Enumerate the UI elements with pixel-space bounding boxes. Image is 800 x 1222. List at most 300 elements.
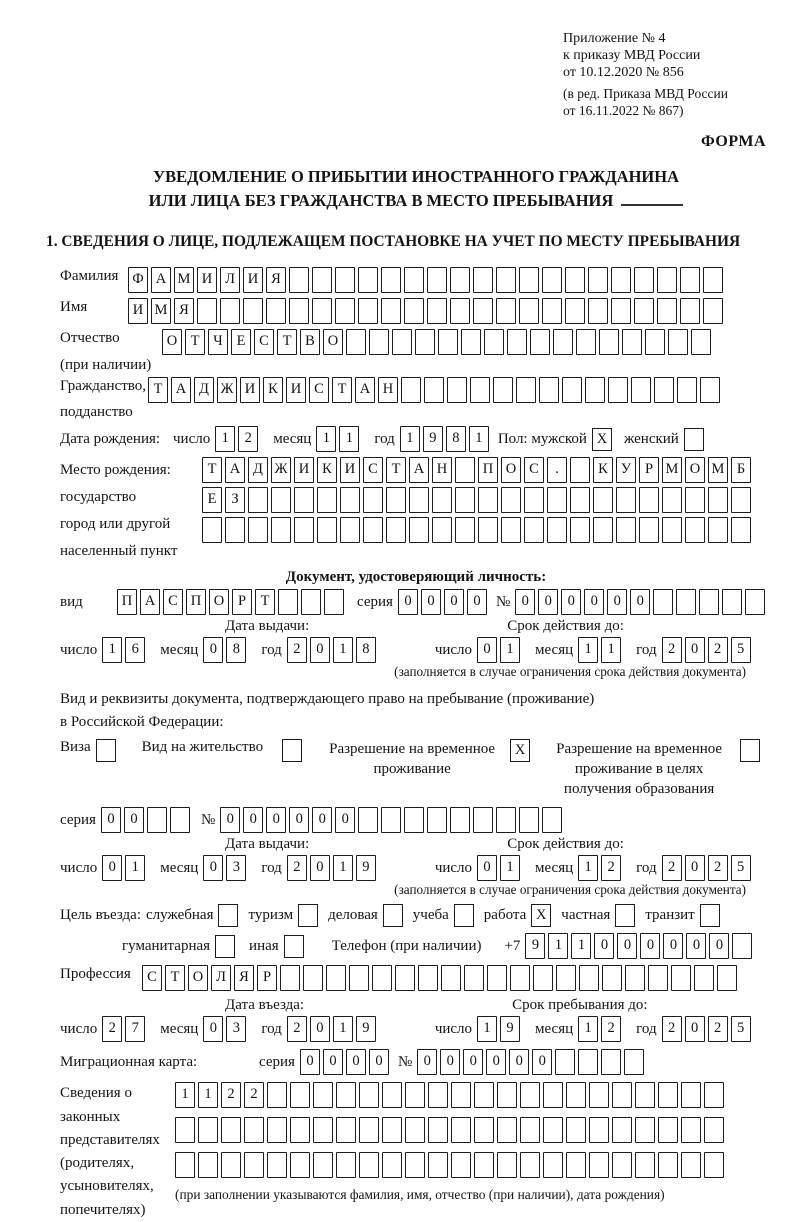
char-box[interactable]: [708, 517, 728, 543]
char-box[interactable]: [381, 298, 401, 324]
char-box[interactable]: И: [294, 457, 314, 483]
char-box[interactable]: А: [225, 457, 245, 483]
char-box[interactable]: [340, 517, 360, 543]
char-box[interactable]: 2: [287, 1016, 307, 1042]
char-box[interactable]: [441, 965, 461, 991]
char-box[interactable]: 0: [440, 1049, 460, 1075]
char-box[interactable]: [593, 517, 613, 543]
char-box[interactable]: [671, 965, 691, 991]
char-box[interactable]: [635, 1082, 655, 1108]
char-box[interactable]: [267, 1152, 287, 1178]
char-box[interactable]: [202, 517, 222, 543]
char-box[interactable]: [497, 1082, 517, 1108]
char-box[interactable]: [645, 329, 665, 355]
char-box[interactable]: [432, 487, 452, 513]
char-box[interactable]: 0: [203, 637, 223, 663]
char-box[interactable]: [566, 1117, 586, 1143]
char-box[interactable]: Ф: [128, 267, 148, 293]
char-box[interactable]: [585, 377, 605, 403]
char-box[interactable]: [704, 1082, 724, 1108]
char-box[interactable]: 0: [561, 589, 581, 615]
char-box[interactable]: Ч: [208, 329, 228, 355]
char-box[interactable]: [369, 329, 389, 355]
char-box[interactable]: [175, 1117, 195, 1143]
char-box[interactable]: 0: [594, 933, 614, 959]
char-box[interactable]: И: [197, 267, 217, 293]
char-box[interactable]: Т: [277, 329, 297, 355]
char-box[interactable]: [474, 1152, 494, 1178]
char-box[interactable]: [404, 267, 424, 293]
char-box[interactable]: Р: [232, 589, 252, 615]
char-box[interactable]: Л: [220, 267, 240, 293]
char-box[interactable]: М: [174, 267, 194, 293]
char-box[interactable]: [382, 1082, 402, 1108]
char-box[interactable]: [294, 517, 314, 543]
char-box[interactable]: [267, 1117, 287, 1143]
char-box[interactable]: 0: [310, 855, 330, 881]
char-box[interactable]: [395, 965, 415, 991]
char-box[interactable]: Л: [211, 965, 231, 991]
char-box[interactable]: [473, 298, 493, 324]
char-box[interactable]: С: [254, 329, 274, 355]
char-box[interactable]: 9: [500, 1016, 520, 1042]
char-box[interactable]: [722, 589, 742, 615]
char-box[interactable]: [631, 377, 651, 403]
char-box[interactable]: 0: [477, 855, 497, 881]
char-box[interactable]: [428, 1152, 448, 1178]
char-box[interactable]: 1: [571, 933, 591, 959]
char-box[interactable]: [470, 377, 490, 403]
char-box[interactable]: [681, 1152, 701, 1178]
char-box[interactable]: [451, 1152, 471, 1178]
char-box[interactable]: К: [263, 377, 283, 403]
purpose-other-checkbox[interactable]: [284, 935, 304, 958]
char-box[interactable]: 1: [102, 637, 122, 663]
char-box[interactable]: Т: [386, 457, 406, 483]
char-box[interactable]: И: [240, 377, 260, 403]
char-box[interactable]: [290, 1152, 310, 1178]
char-box[interactable]: [405, 1117, 425, 1143]
char-box[interactable]: 0: [417, 1049, 437, 1075]
char-box[interactable]: 0: [686, 933, 706, 959]
char-box[interactable]: [427, 807, 447, 833]
char-box[interactable]: [599, 329, 619, 355]
char-box[interactable]: [405, 1152, 425, 1178]
char-box[interactable]: 0: [101, 807, 121, 833]
char-box[interactable]: [547, 487, 567, 513]
char-box[interactable]: С: [524, 457, 544, 483]
char-box[interactable]: [244, 1117, 264, 1143]
purpose-official-checkbox[interactable]: [218, 904, 238, 927]
char-box[interactable]: [662, 517, 682, 543]
char-box[interactable]: 1: [500, 855, 520, 881]
char-box[interactable]: [461, 329, 481, 355]
char-box[interactable]: [497, 1117, 517, 1143]
char-box[interactable]: Ж: [217, 377, 237, 403]
char-box[interactable]: [349, 965, 369, 991]
char-box[interactable]: [608, 377, 628, 403]
char-box[interactable]: Я: [266, 267, 286, 293]
char-box[interactable]: [289, 298, 309, 324]
char-box[interactable]: 3: [226, 855, 246, 881]
char-box[interactable]: 2: [287, 855, 307, 881]
char-box[interactable]: [474, 1117, 494, 1143]
char-box[interactable]: [386, 517, 406, 543]
char-box[interactable]: [612, 1152, 632, 1178]
char-box[interactable]: Т: [148, 377, 168, 403]
char-box[interactable]: [198, 1152, 218, 1178]
char-box[interactable]: [326, 965, 346, 991]
char-box[interactable]: 2: [662, 855, 682, 881]
char-box[interactable]: [612, 1117, 632, 1143]
char-box[interactable]: [392, 329, 412, 355]
char-box[interactable]: [539, 377, 559, 403]
purpose-business-checkbox[interactable]: [383, 904, 403, 927]
char-box[interactable]: 1: [333, 855, 353, 881]
char-box[interactable]: С: [363, 457, 383, 483]
char-box[interactable]: 0: [685, 1016, 705, 1042]
char-box[interactable]: 0: [203, 855, 223, 881]
char-box[interactable]: 2: [238, 426, 258, 452]
char-box[interactable]: 0: [607, 589, 627, 615]
char-box[interactable]: 0: [300, 1049, 320, 1075]
char-box[interactable]: [635, 1117, 655, 1143]
char-box[interactable]: С: [142, 965, 162, 991]
char-box[interactable]: [428, 1082, 448, 1108]
char-box[interactable]: 9: [356, 1016, 376, 1042]
char-box[interactable]: 0: [102, 855, 122, 881]
char-box[interactable]: [409, 487, 429, 513]
char-box[interactable]: 0: [346, 1049, 366, 1075]
char-box[interactable]: [519, 267, 539, 293]
char-box[interactable]: О: [501, 457, 521, 483]
char-box[interactable]: [363, 487, 383, 513]
char-box[interactable]: [658, 1117, 678, 1143]
char-box[interactable]: [570, 457, 590, 483]
char-box[interactable]: [455, 487, 475, 513]
char-box[interactable]: 0: [617, 933, 637, 959]
char-box[interactable]: 0: [477, 637, 497, 663]
char-box[interactable]: 1: [578, 637, 598, 663]
char-box[interactable]: [685, 517, 705, 543]
char-box[interactable]: [278, 589, 298, 615]
char-box[interactable]: [363, 517, 383, 543]
char-box[interactable]: 0: [310, 1016, 330, 1042]
char-box[interactable]: [381, 267, 401, 293]
char-box[interactable]: [680, 267, 700, 293]
char-box[interactable]: [634, 267, 654, 293]
char-box[interactable]: [496, 298, 516, 324]
char-box[interactable]: [520, 1082, 540, 1108]
char-box[interactable]: [358, 807, 378, 833]
char-box[interactable]: [662, 487, 682, 513]
purpose-tourism-checkbox[interactable]: [298, 904, 318, 927]
char-box[interactable]: З: [225, 487, 245, 513]
char-box[interactable]: А: [140, 589, 160, 615]
char-box[interactable]: 5: [731, 637, 751, 663]
char-box[interactable]: [303, 965, 323, 991]
char-box[interactable]: [562, 377, 582, 403]
char-box[interactable]: [685, 487, 705, 513]
char-box[interactable]: [225, 517, 245, 543]
char-box[interactable]: 0: [398, 589, 418, 615]
char-box[interactable]: [147, 807, 167, 833]
char-box[interactable]: 2: [244, 1082, 264, 1108]
char-box[interactable]: [313, 1082, 333, 1108]
char-box[interactable]: [450, 807, 470, 833]
char-box[interactable]: 0: [323, 1049, 343, 1075]
char-box[interactable]: [681, 1117, 701, 1143]
char-box[interactable]: [530, 329, 550, 355]
char-box[interactable]: Я: [174, 298, 194, 324]
char-box[interactable]: 9: [525, 933, 545, 959]
char-box[interactable]: [382, 1117, 402, 1143]
char-box[interactable]: Т: [185, 329, 205, 355]
char-box[interactable]: [553, 329, 573, 355]
temp-residence-education-checkbox[interactable]: [740, 739, 760, 762]
char-box[interactable]: 3: [226, 1016, 246, 1042]
char-box[interactable]: [565, 267, 585, 293]
char-box[interactable]: [432, 517, 452, 543]
char-box[interactable]: [579, 965, 599, 991]
char-box[interactable]: Я: [234, 965, 254, 991]
char-box[interactable]: Ж: [271, 457, 291, 483]
char-box[interactable]: [731, 487, 751, 513]
char-box[interactable]: [565, 298, 585, 324]
char-box[interactable]: [244, 1152, 264, 1178]
char-box[interactable]: [542, 267, 562, 293]
char-box[interactable]: [404, 298, 424, 324]
char-box[interactable]: 1: [316, 426, 336, 452]
char-box[interactable]: [543, 1117, 563, 1143]
char-box[interactable]: [703, 267, 723, 293]
char-box[interactable]: 8: [226, 637, 246, 663]
residence-permit-checkbox[interactable]: [282, 739, 302, 762]
char-box[interactable]: 0: [515, 589, 535, 615]
char-box[interactable]: [197, 298, 217, 324]
char-box[interactable]: С: [309, 377, 329, 403]
char-box[interactable]: 2: [708, 1016, 728, 1042]
char-box[interactable]: [478, 487, 498, 513]
char-box[interactable]: 8: [356, 637, 376, 663]
char-box[interactable]: 9: [423, 426, 443, 452]
char-box[interactable]: 7: [125, 1016, 145, 1042]
char-box[interactable]: [542, 298, 562, 324]
char-box[interactable]: [611, 267, 631, 293]
char-box[interactable]: [336, 1117, 356, 1143]
char-box[interactable]: П: [478, 457, 498, 483]
char-box[interactable]: 1: [125, 855, 145, 881]
char-box[interactable]: [616, 517, 636, 543]
char-box[interactable]: [589, 1082, 609, 1108]
char-box[interactable]: А: [409, 457, 429, 483]
char-box[interactable]: [694, 965, 714, 991]
char-box[interactable]: [654, 377, 674, 403]
char-box[interactable]: [589, 1117, 609, 1143]
char-box[interactable]: [704, 1117, 724, 1143]
char-box[interactable]: [405, 1082, 425, 1108]
char-box[interactable]: К: [593, 457, 613, 483]
char-box[interactable]: 1: [339, 426, 359, 452]
char-box[interactable]: [658, 1152, 678, 1178]
char-box[interactable]: [335, 267, 355, 293]
char-box[interactable]: [570, 517, 590, 543]
char-box[interactable]: 2: [102, 1016, 122, 1042]
char-box[interactable]: Е: [231, 329, 251, 355]
char-box[interactable]: [657, 298, 677, 324]
char-box[interactable]: [699, 589, 719, 615]
visa-checkbox[interactable]: [96, 739, 116, 762]
char-box[interactable]: Т: [165, 965, 185, 991]
char-box[interactable]: О: [323, 329, 343, 355]
char-box[interactable]: [533, 965, 553, 991]
char-box[interactable]: 0: [421, 589, 441, 615]
char-box[interactable]: 0: [289, 807, 309, 833]
char-box[interactable]: [484, 329, 504, 355]
char-box[interactable]: 0: [509, 1049, 529, 1075]
char-box[interactable]: 2: [601, 855, 621, 881]
char-box[interactable]: Н: [432, 457, 452, 483]
char-box[interactable]: [312, 267, 332, 293]
char-box[interactable]: [497, 1152, 517, 1178]
char-box[interactable]: [519, 298, 539, 324]
char-box[interactable]: 0: [685, 855, 705, 881]
char-box[interactable]: [612, 1082, 632, 1108]
purpose-work-checkbox[interactable]: X: [531, 904, 551, 927]
char-box[interactable]: 0: [220, 807, 240, 833]
char-box[interactable]: 1: [500, 637, 520, 663]
char-box[interactable]: Р: [639, 457, 659, 483]
char-box[interactable]: 0: [685, 637, 705, 663]
char-box[interactable]: К: [317, 457, 337, 483]
char-box[interactable]: [589, 1152, 609, 1178]
char-box[interactable]: Е: [202, 487, 222, 513]
char-box[interactable]: [271, 487, 291, 513]
char-box[interactable]: 0: [266, 807, 286, 833]
purpose-study-checkbox[interactable]: [454, 904, 474, 927]
char-box[interactable]: [289, 267, 309, 293]
char-box[interactable]: [732, 933, 752, 959]
char-box[interactable]: [524, 487, 544, 513]
char-box[interactable]: 0: [444, 589, 464, 615]
char-box[interactable]: [547, 517, 567, 543]
char-box[interactable]: [450, 267, 470, 293]
char-box[interactable]: 1: [578, 1016, 598, 1042]
char-box[interactable]: [496, 807, 516, 833]
char-box[interactable]: [317, 517, 337, 543]
char-box[interactable]: [381, 807, 401, 833]
char-box[interactable]: [622, 329, 642, 355]
char-box[interactable]: [336, 1152, 356, 1178]
char-box[interactable]: [175, 1152, 195, 1178]
char-box[interactable]: [266, 298, 286, 324]
char-box[interactable]: Т: [202, 457, 222, 483]
char-box[interactable]: 1: [198, 1082, 218, 1108]
char-box[interactable]: [473, 807, 493, 833]
char-box[interactable]: [516, 377, 536, 403]
char-box[interactable]: [358, 298, 378, 324]
char-box[interactable]: Д: [194, 377, 214, 403]
char-box[interactable]: [496, 267, 516, 293]
char-box[interactable]: 0: [312, 807, 332, 833]
char-box[interactable]: М: [662, 457, 682, 483]
char-box[interactable]: [593, 487, 613, 513]
char-box[interactable]: 0: [243, 807, 263, 833]
char-box[interactable]: 2: [221, 1082, 241, 1108]
male-checkbox[interactable]: X: [592, 428, 612, 451]
char-box[interactable]: А: [355, 377, 375, 403]
char-box[interactable]: [519, 807, 539, 833]
char-box[interactable]: [542, 807, 562, 833]
char-box[interactable]: [703, 298, 723, 324]
char-box[interactable]: [455, 517, 475, 543]
char-box[interactable]: [731, 517, 751, 543]
char-box[interactable]: [634, 298, 654, 324]
char-box[interactable]: [313, 1152, 333, 1178]
char-box[interactable]: 1: [333, 1016, 353, 1042]
char-box[interactable]: П: [186, 589, 206, 615]
char-box[interactable]: [478, 517, 498, 543]
char-box[interactable]: [424, 377, 444, 403]
char-box[interactable]: [372, 965, 392, 991]
char-box[interactable]: [451, 1082, 471, 1108]
char-box[interactable]: И: [286, 377, 306, 403]
char-box[interactable]: [677, 377, 697, 403]
char-box[interactable]: И: [243, 267, 263, 293]
char-box[interactable]: [543, 1152, 563, 1178]
char-box[interactable]: [312, 298, 332, 324]
char-box[interactable]: Р: [257, 965, 277, 991]
char-box[interactable]: [717, 965, 737, 991]
char-box[interactable]: [639, 487, 659, 513]
char-box[interactable]: [359, 1117, 379, 1143]
char-box[interactable]: [576, 329, 596, 355]
char-box[interactable]: П: [117, 589, 137, 615]
char-box[interactable]: [691, 329, 711, 355]
char-box[interactable]: [520, 1117, 540, 1143]
char-box[interactable]: [198, 1117, 218, 1143]
char-box[interactable]: [221, 1117, 241, 1143]
char-box[interactable]: [624, 1049, 644, 1075]
char-box[interactable]: 1: [601, 637, 621, 663]
char-box[interactable]: .: [547, 457, 567, 483]
char-box[interactable]: [340, 487, 360, 513]
char-box[interactable]: [455, 457, 475, 483]
char-box[interactable]: [745, 589, 765, 615]
char-box[interactable]: [601, 1049, 621, 1075]
char-box[interactable]: [653, 589, 673, 615]
char-box[interactable]: О: [162, 329, 182, 355]
char-box[interactable]: О: [188, 965, 208, 991]
char-box[interactable]: [578, 1049, 598, 1075]
char-box[interactable]: [658, 1082, 678, 1108]
char-box[interactable]: Б: [731, 457, 751, 483]
char-box[interactable]: С: [163, 589, 183, 615]
char-box[interactable]: В: [300, 329, 320, 355]
char-box[interactable]: [487, 965, 507, 991]
char-box[interactable]: 5: [731, 1016, 751, 1042]
char-box[interactable]: И: [340, 457, 360, 483]
char-box[interactable]: [346, 329, 366, 355]
char-box[interactable]: И: [128, 298, 148, 324]
char-box[interactable]: 0: [486, 1049, 506, 1075]
char-box[interactable]: [294, 487, 314, 513]
char-box[interactable]: 2: [601, 1016, 621, 1042]
char-box[interactable]: [473, 267, 493, 293]
char-box[interactable]: 9: [356, 855, 376, 881]
char-box[interactable]: [336, 1082, 356, 1108]
char-box[interactable]: [313, 1117, 333, 1143]
